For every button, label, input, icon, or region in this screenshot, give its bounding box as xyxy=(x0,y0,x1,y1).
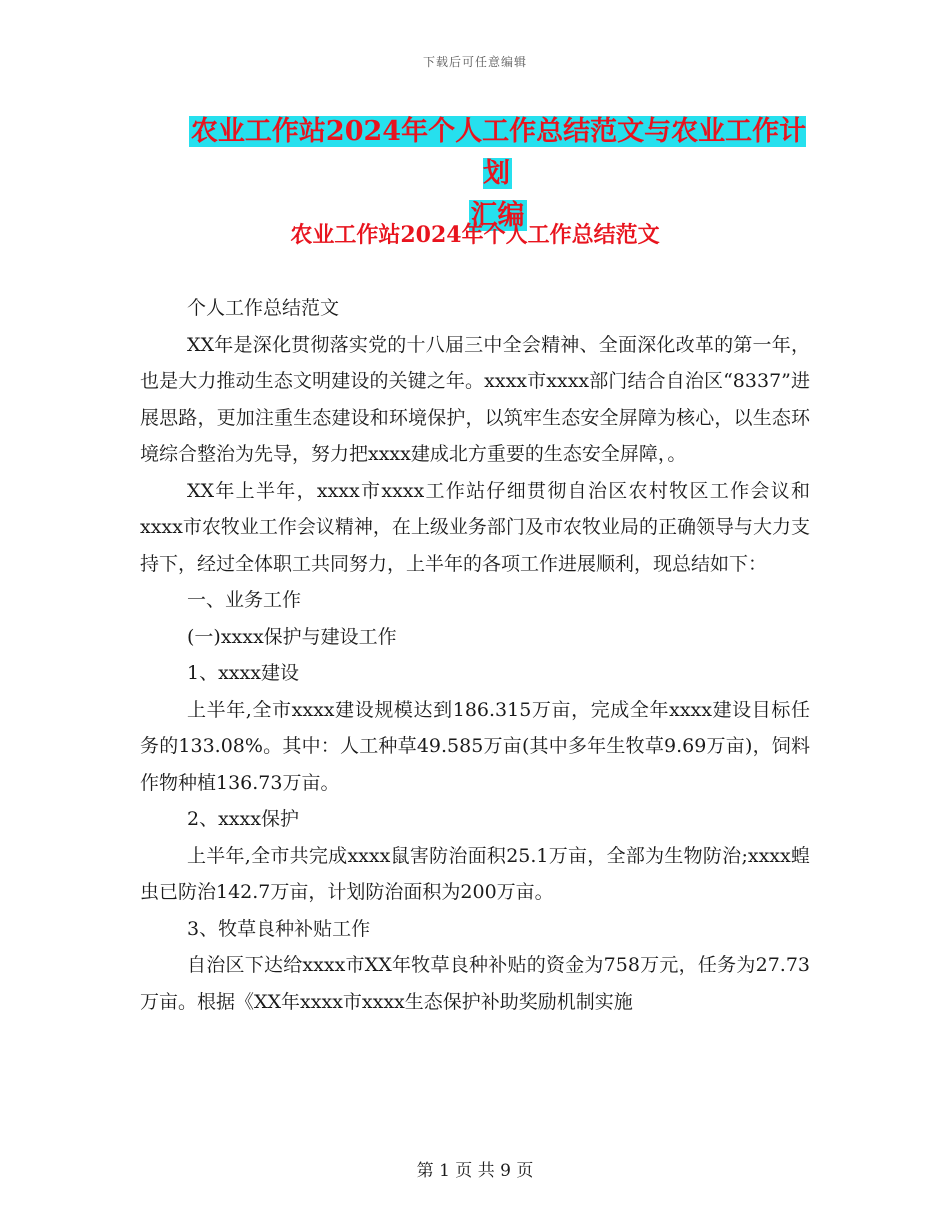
page-header-note: 下载后可任意编辑 xyxy=(422,55,527,69)
paragraph: 1、xxxx建设 xyxy=(187,662,299,684)
paragraph: 自治区下达给xxxx市XX年牧草良种补贴的资金为758万元，任务为27.73万亩。根据《XX年xxxx市xxxx生态保护补助奖励机制实施 xyxy=(140,954,810,1013)
document-title-line-2: 汇编 xyxy=(470,200,525,231)
body-text xyxy=(140,290,810,1020)
paragraph: 上半年,全市共完成xxxx鼠害防治面积25.1万亩，全部为生物防治;xxxx蝗虫已防治142.7万亩，计划防治面积为200万亩。 xyxy=(140,844,810,903)
paragraph: 一、业务工作 xyxy=(187,589,302,611)
paragraph: 3、牧草良种补贴工作 xyxy=(187,917,371,940)
paragraph: (一)xxxx保护与建设工作 xyxy=(187,625,397,648)
paragraph: 个人工作总结范文 xyxy=(187,297,340,319)
page-footer: 第 1 页 共 9 页 xyxy=(416,1161,534,1181)
paragraph: XX年上半年，xxxx市xxxx工作站仔细贯彻自治区农村牧区工作会议和xxxx市农牧业工作会议精神，在上级业务部门及市农牧业局的正确领导与大力支持下，经过全体职工共同努力，上半年的各项工作进展顺利，现总结如下： xyxy=(140,479,810,575)
paragraph: 上半年,全市xxxx建设规模达到186.315万亩，完成全年xxxx建设目标任务的133.08%。其中：人工种草49.585万亩(其中多年生牧草9.69万亩)，饲料作物种植136.73万亩。 xyxy=(140,698,810,794)
paragraph: 2、xxxx保护 xyxy=(187,808,299,830)
paragraph: XX年是深化贯彻落实党的十八届三中全会精神、全面深化改革的第一年，也是大力推动生态文明建设的关键之年。xxxx市xxxx部门结合自治区“8337”进展思路，更加注重生态建设和环境保护，以筑牢生态安全屏障为核心，以生态环境综合整治为先导，努力把xxxx建成北方重要的生态安全屏障，。 xyxy=(140,333,810,465)
section-title: 农业工作站2024年个人工作总结范文 xyxy=(290,222,660,248)
document-title-line-1: 农业工作站2024年个人工作总结范文与农业工作计划 xyxy=(190,116,807,189)
